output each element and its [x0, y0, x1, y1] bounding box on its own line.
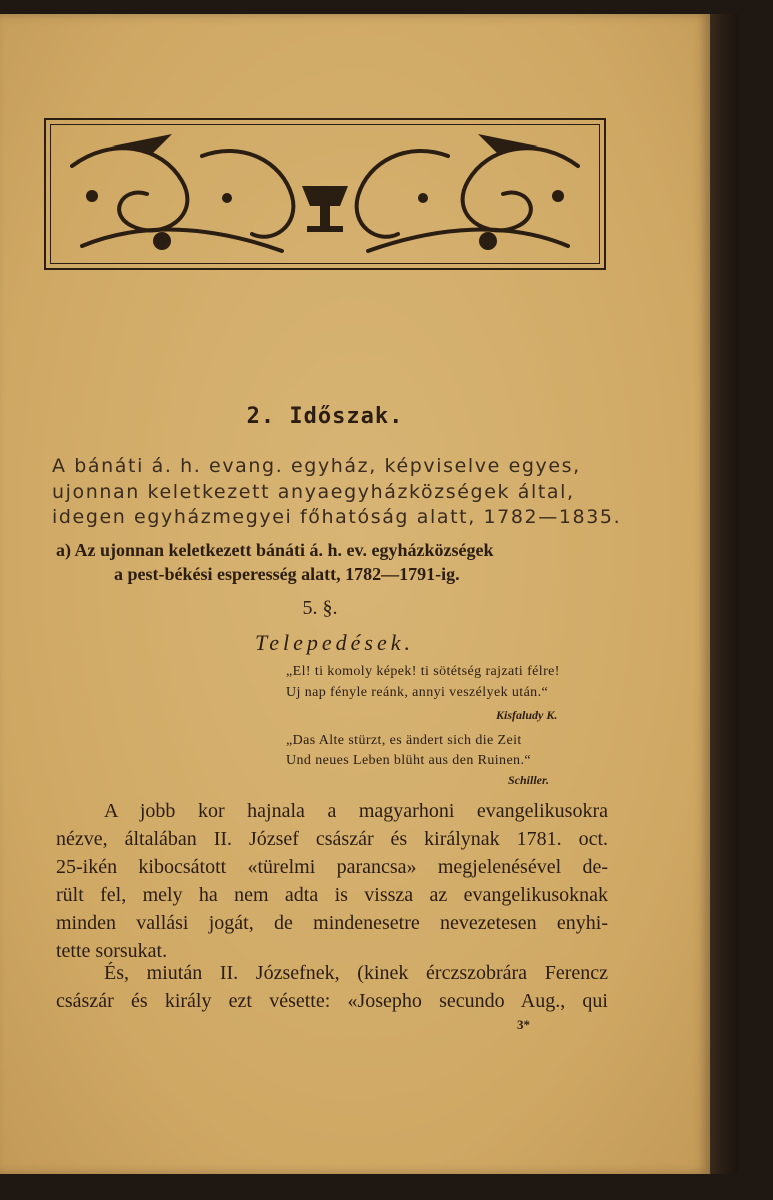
- page-edge: [710, 14, 738, 1174]
- body-text-line: És, miután II. Józsefnek, (kinek érczszobrára Ferencz: [104, 962, 608, 984]
- body-text-line: tette sorsukat.: [56, 940, 168, 962]
- body-text-line: nézve, általában II. József császár és királynak 1781. oct.: [56, 828, 608, 850]
- section-title: Telepedések.: [255, 630, 414, 655]
- quote-line: „Das Alte stürzt, es ändert sich die Zeit: [286, 733, 522, 748]
- signature-mark: 3*: [517, 1017, 530, 1032]
- quote-author: Kisfaludy K.: [496, 708, 558, 722]
- quote-line: Uj nap fényle reánk, annyi veszélyek után.“: [286, 685, 549, 700]
- period-heading: 2. Időszak.: [246, 404, 404, 429]
- quote-line: Und neues Leben blüht aus den Ruinen.“: [286, 753, 531, 768]
- section-heading-line: a) Az ujonnan keletkezett bánáti á. h. ev. egyházközségek: [56, 540, 494, 560]
- body-text-line: 25-ikén kibocsátott «türelmi parancsa» megjelenésével de-: [56, 856, 608, 878]
- quote-line: „El! ti komoly képek! ti sötétség rajzati félre!: [286, 664, 560, 679]
- body-text-line: minden vallási jogát, de mindenesetre nevezetesen enyhi-: [56, 912, 608, 934]
- subtitle-line: ujonnan keletkezett anyaegyházközségek által,: [52, 481, 575, 503]
- section-heading-line: a pest-békési esperesség alatt, 1782—1791-ig.: [114, 564, 460, 584]
- ornamental-header-vignette: [44, 118, 606, 270]
- subtitle-line: idegen egyházmegyei főhatóság alatt, 1782—1835.: [52, 506, 622, 528]
- paragraph-number: 5. §.: [302, 597, 338, 619]
- body-text-line: rült fel, mely ha nem adta is vissza az evangelikusoknak: [56, 884, 608, 906]
- subtitle-line: A bánáti á. h. evang. egyház, képviselve egyes,: [52, 455, 581, 477]
- body-text-line: A jobb kor hajnala a magyarhoni evangelikusokra: [104, 800, 608, 822]
- quote-author: Schiller.: [508, 773, 550, 787]
- body-text-line: császár és király ezt vésette: «Josepho secundo Aug., qui: [56, 990, 608, 1012]
